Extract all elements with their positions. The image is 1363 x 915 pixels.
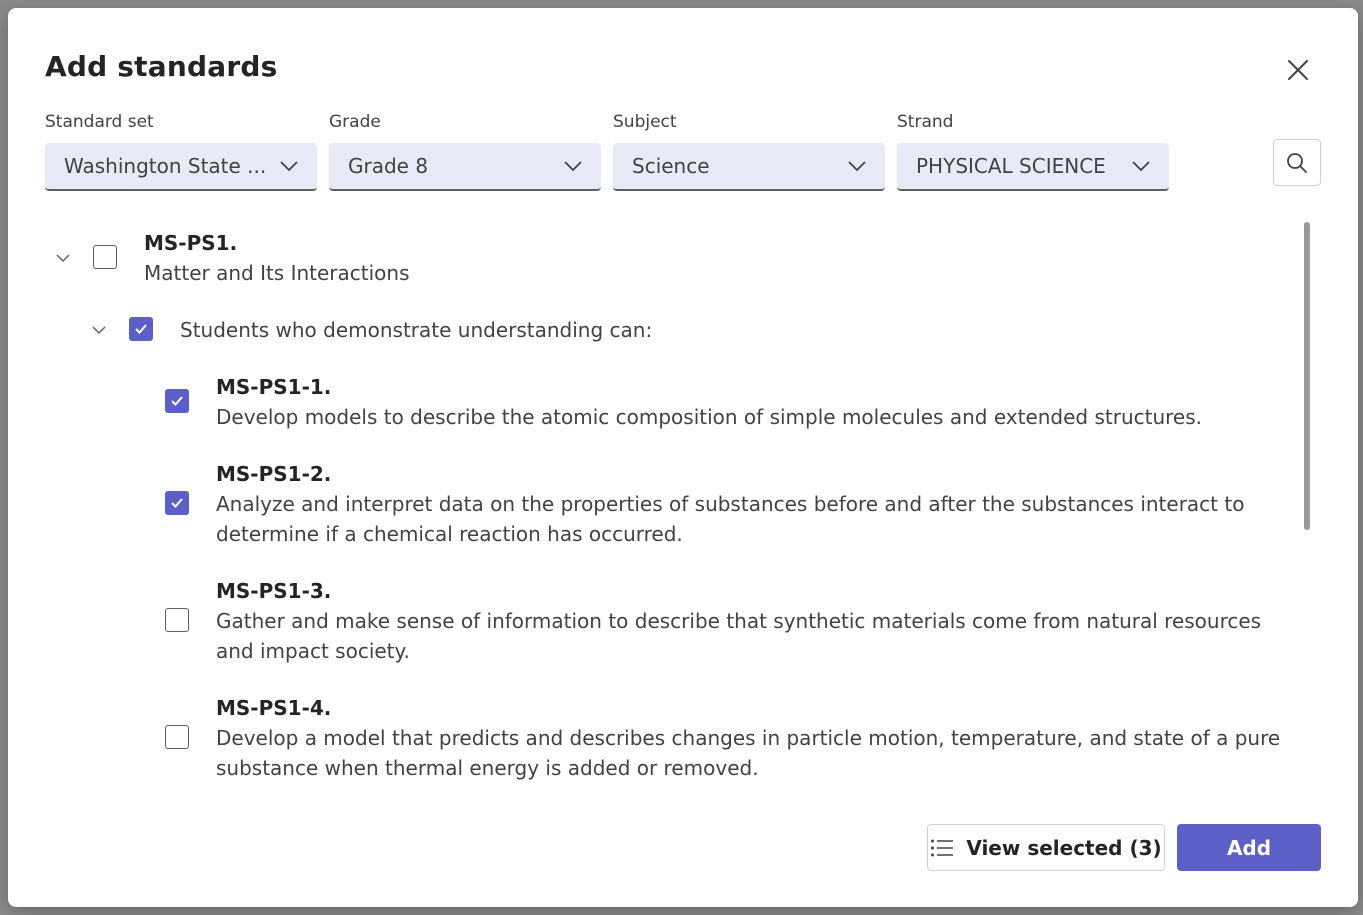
checkmark-icon <box>170 497 184 509</box>
chevron-down-icon <box>563 160 583 172</box>
strand-dropdown[interactable] <box>897 143 1169 191</box>
standard-description: Analyze and interpret data on the properties of substances before and after the substances interact to determine if a chemical reaction has occurred. <box>216 492 1245 546</box>
group-title: Matter and Its Interactions <box>144 261 410 285</box>
standard-item <box>216 576 1286 666</box>
add-button-label: Add <box>1226 835 1272 860</box>
strand-value: PHYSICAL SCIENCE <box>916 154 1106 178</box>
list-icon <box>930 838 954 858</box>
dialog-title: Add standards <box>45 50 278 83</box>
standard-item <box>216 693 1286 783</box>
subject-value: Science <box>632 154 710 178</box>
chevron-down-icon <box>279 160 299 172</box>
chevron-down-icon <box>92 326 106 335</box>
standard-code: MS-PS1-1. <box>216 375 332 399</box>
standard-set-dropdown[interactable] <box>45 143 317 191</box>
subgroup-checkbox[interactable] <box>129 317 153 341</box>
subject-filter <box>613 112 885 191</box>
standard-code: MS-PS1-4. <box>216 696 332 720</box>
group-expand-toggle[interactable] <box>51 246 75 270</box>
view-selected-button[interactable] <box>927 824 1165 871</box>
standard-description: Develop models to describe the atomic composition of simple molecules and extended structures. <box>216 405 1203 429</box>
standard-set-filter <box>45 112 317 191</box>
chevron-down-icon <box>56 254 70 263</box>
standard-checkbox[interactable] <box>165 389 189 413</box>
grade-label: Grade <box>329 112 381 132</box>
subgroup-text: Students who demonstrate understanding can: <box>180 318 653 342</box>
view-selected-label: View selected (3) <box>966 835 1162 860</box>
add-standards-dialog <box>8 8 1358 907</box>
search-button[interactable] <box>1273 139 1321 186</box>
standard-code: MS-PS1-2. <box>216 462 332 486</box>
standard-checkbox[interactable] <box>165 608 189 632</box>
strand-label: Strand <box>897 112 954 132</box>
add-button[interactable] <box>1177 824 1321 871</box>
standard-checkbox[interactable] <box>165 491 189 515</box>
group-item <box>144 228 1244 288</box>
standard-set-label: Standard set <box>45 112 154 132</box>
standard-description: Gather and make sense of information to describe that synthetic materials come from natural resources and impact society. <box>216 609 1262 663</box>
close-icon <box>1287 59 1309 81</box>
search-icon <box>1286 152 1308 174</box>
subgroup-expand-toggle[interactable] <box>87 318 111 342</box>
grade-value: Grade 8 <box>348 154 429 178</box>
standard-item <box>216 459 1286 549</box>
group-checkbox[interactable] <box>93 245 117 269</box>
chevron-down-icon <box>1131 160 1151 172</box>
strand-filter <box>897 112 1169 191</box>
scrollbar-thumb[interactable] <box>1304 222 1310 530</box>
subject-label: Subject <box>613 112 677 132</box>
checkmark-icon <box>170 395 184 407</box>
grade-dropdown[interactable] <box>329 143 601 191</box>
standard-checkbox[interactable] <box>165 725 189 749</box>
subject-dropdown[interactable] <box>613 143 885 191</box>
chevron-down-icon <box>847 160 867 172</box>
grade-filter <box>329 112 601 191</box>
standard-description: Develop a model that predicts and describes changes in particle motion, temperature, and state of a pure substance when thermal energy is added or removed. <box>216 726 1281 780</box>
group-code: MS-PS1. <box>144 231 238 255</box>
standard-item <box>216 372 1286 432</box>
checkmark-icon <box>134 323 148 335</box>
close-button[interactable] <box>1282 54 1314 86</box>
standard-code: MS-PS1-3. <box>216 579 332 603</box>
standard-set-value: Washington State ... <box>64 154 267 178</box>
